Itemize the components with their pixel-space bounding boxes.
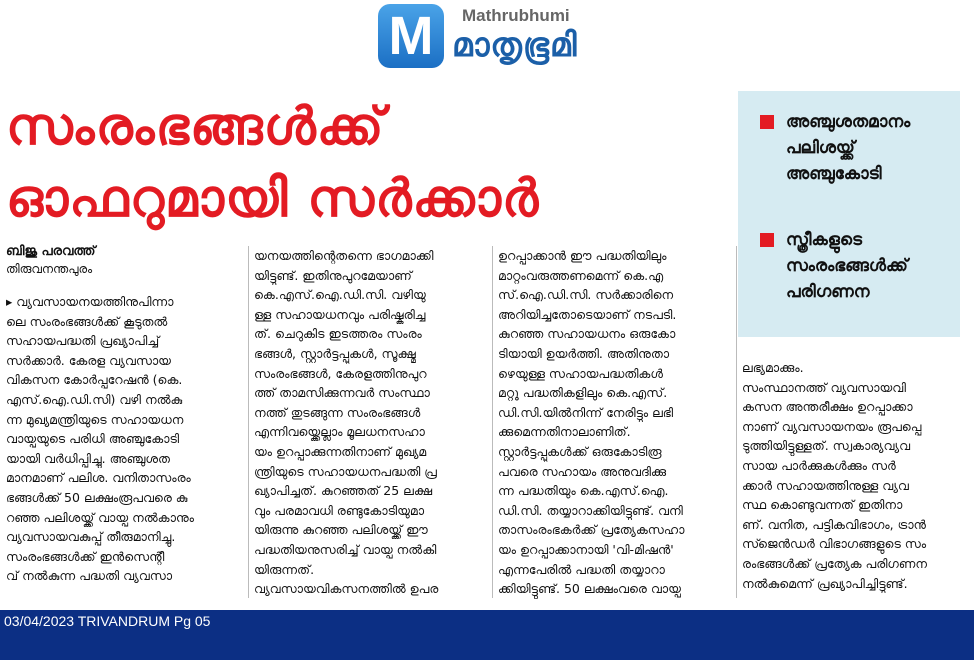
highlight-line: അഞ്ചുശതമാനം <box>786 112 911 132</box>
article-column-1 <box>6 292 242 586</box>
page-footer <box>0 610 974 660</box>
article-text-line: ▸ വ്യവസായനയത്തിനുപിന്നാ <box>6 294 174 309</box>
article-text-line: നത്ത് തുടങ്ങുന്ന സംരംഭങ്ങൾ <box>254 404 421 420</box>
column-divider <box>248 246 249 598</box>
article-text-line: ഡി.സി. തയ്യാറാക്കിയിട്ടുണ്ട്. വനി <box>498 502 683 518</box>
article-text-line: ന്ന മുഖ്യമന്ത്രിയുടെ സഹായധന <box>6 411 184 427</box>
article-text-line: സ്ഥ കൊണ്ടുവന്നത് ഇതിനാ <box>742 497 903 513</box>
article-text-line: ടുത്തിയിട്ടുള്ളത്. സ്വകാര്യവ്യവ <box>742 438 911 454</box>
article-text-line: സംരംഭങ്ങൾ, കേരളത്തിനുപുറ <box>254 365 427 381</box>
headline-line-1: സംരംഭങ്ങൾക്ക് <box>6 97 385 157</box>
article-text-line: കുറഞ്ഞ സഹായധനം ഒരുകോ <box>498 326 676 342</box>
dateline-place: തിരുവനന്തപുരം <box>6 262 93 276</box>
brand-name-malayalam: മാതൃഭൂമി <box>452 25 578 64</box>
article-text-line: നൽകുമെന്ന് പ്രഖ്യാപിച്ചിട്ടുണ്ട്. <box>742 575 908 591</box>
article-text-line: ക്കാർ സഹായത്തിനുള്ള വ്യവ <box>742 477 909 493</box>
article-text-line: വായ്പയുടെ പരിധി അഞ്ചുകോടി <box>6 431 180 447</box>
highlight-item <box>760 109 956 187</box>
article-text-line: രംഭങ്ങൾക്ക് പ്രത്യേക പരിഗണന <box>742 555 927 571</box>
masthead <box>0 0 974 82</box>
article-text-line: മറ്റു പദ്ധതികളിലും കെ.എസ്. <box>498 385 668 401</box>
article-text-line: ള്ള സഹായധനവും പരിഷ്കരിച്ച <box>254 306 426 322</box>
article-text-line: ഉറപ്പാക്കാൻ ഈ പദ്ധതിയിലും <box>498 248 667 263</box>
article-text-line: എന്നപേരിൽ പദ്ധതി തയ്യാറാ <box>498 561 665 577</box>
article-text-line: ഭങ്ങൾ, സ്റ്റാർട്ടപ്പുകൾ, സൂക്ഷ്മ <box>254 345 416 361</box>
article-text-line: വികസന കോർപ്പറേഷൻ (കെ. <box>6 372 183 388</box>
article-text-line: നാണ് വ്യവസായനയം രൂപപ്പെ <box>742 418 922 434</box>
article-text-line: പവരെ സഹായം അനുവദിക്കു <box>498 463 667 479</box>
article-text-line: യം ഉറപ്പാക്കുന്നതിനാണ് മുഖ്യമ <box>254 443 427 459</box>
article-text-line: യം ഉറപ്പാക്കാനായി 'വി-മിഷൻ' <box>498 541 674 557</box>
article-text-line: മാറ്റംവരുത്തണമെന്ന് കെ.എ <box>498 267 664 283</box>
article-text-line: സായ പാർക്കുകൾക്കും സർ <box>742 457 896 473</box>
article-text-line: കസന അന്തരീക്ഷം ഉറപ്പാക്കാ <box>742 399 913 415</box>
article-text-line: ന്ന പദ്ധതിയും കെ.എസ്.ഐ. <box>498 483 669 499</box>
article-column-3 <box>498 246 732 599</box>
article-text-line: റഞ്ഞ പലിശയ്ക്ക് വായ്പ നൽകാനും <box>6 509 194 525</box>
article-column-2 <box>254 246 488 599</box>
article-text-line: മാനമാണ് പലിശ. വനിതാസംരം <box>6 470 191 486</box>
article-text-line: ടിയായി ഉയർത്തി. അതിനുതാ <box>498 345 670 361</box>
article-text-line: സ്റ്റാർട്ടപ്പുകൾക്ക് ഒരുകോടിരൂ <box>498 443 662 459</box>
article-text-line: എസ്.ഐ.ഡി.സി) വഴി നൽകു <box>6 391 183 407</box>
highlight-line: അഞ്ചുകോടി <box>786 164 882 184</box>
article-text-line: ണ്. വനിത, പട്ടികവിഭാഗം, ട്രാൻ <box>742 516 926 532</box>
article-column-4 <box>742 358 968 593</box>
column-divider <box>736 246 737 598</box>
article-text-line: വ് നൽകുന്ന പദ്ധതി വ്യവസാ <box>6 568 173 584</box>
highlight-line: പലിശയ്ക്ക് <box>786 138 855 158</box>
article-text-line: വ്യവസായവകുപ്പ് തീരുമാനിച്ചു. <box>6 529 176 545</box>
highlight-line: സ്ത്രീകളുടെ <box>786 230 862 250</box>
article-text-line: പദ്ധതിയനുസരിച്ച് വായ്പ നൽകി <box>254 541 437 557</box>
article-text-line: സർക്കാർ. കേരള വ്യവസായ <box>6 352 171 368</box>
article-text-line: യിരുന്നു കുറഞ്ഞ പലിശയ്ക്ക് ഈ <box>254 522 428 538</box>
article-text-line: ഡി.സി.യിൽനിന്ന് നേരിട്ടും ലഭി <box>498 404 674 420</box>
article-text-line: യനയത്തിന്റെതന്നെ ഭാഗമാക്കി <box>254 248 434 263</box>
brand-name-english: Mathrubhumi <box>462 6 570 25</box>
article-text-line: ന്ത്രിയുടെ സഹായധനപദ്ധതി പ്ര <box>254 463 437 479</box>
article-text-line: അറിയിച്ചതോടെയാണ് നടപടി. <box>498 306 677 322</box>
article-text-line: സംസ്ഥാനത്ത് വ്യവസായവി <box>742 379 906 395</box>
article-text-line: യിരുന്നത്. <box>254 561 315 577</box>
article-text-line: ഖ്യാപിച്ചത്. കുറഞ്ഞത് 25 ലക്ഷ <box>254 483 433 499</box>
article-text-line: താസംരംഭകർക്ക് പ്രത്യേകസഹാ <box>498 522 685 538</box>
article-text-line: ഭങ്ങൾക്ക് 50 ലക്ഷംരൂപവരെ കു <box>6 489 188 505</box>
article-text-line: ക്കുമെന്നതിനാലാണിത്. <box>498 424 631 440</box>
highlights-sidebar <box>738 91 960 337</box>
headline-line-2: ഓഫറുമായി സർക്കാർ <box>6 169 540 229</box>
article-text-line: ക്കിയിട്ടുണ്ട്. 50 ലക്ഷംവരെ വായ്പ <box>498 581 681 597</box>
article-text-line: ലഭ്യമാക്കും. <box>742 360 804 375</box>
red-square-bullet-icon <box>760 233 774 247</box>
article-text-line: ത്. ചെറുകിട ഇടത്തരം സംരം <box>254 326 422 342</box>
article-text-line: വ്യവസായവികസനത്തിൽ ഉപര <box>254 581 439 597</box>
edition-date-page: 03/04/2023 TRIVANDRUM Pg 05 <box>4 613 211 629</box>
article-text-line: ലെ സംരംഭങ്ങൾക്ക് കൂടുതൽ <box>6 313 168 329</box>
article-text-line: യിട്ടുണ്ട്. ഇതിനുപുറമേയാണ് <box>254 267 412 283</box>
article-text-line: സ്.ഐ.ഡി.സി. സർക്കാരിനെ <box>498 287 674 303</box>
article-text-line: വും പരമാവധി രണ്ടുകോടിയുമാ <box>254 502 425 518</box>
article-text-line: സ്ജെൻഡർ വിഭാഗങ്ങളുടെ സം <box>742 536 927 552</box>
article-text-line: എന്നിവയ്ക്കെല്ലാം മൂലധനസഹാ <box>254 424 425 440</box>
mathrubhumi-logo: M <box>378 4 444 68</box>
article-text-line: സംരംഭങ്ങൾക്ക് ഇൻസെന്റീ <box>6 548 165 564</box>
highlight-line: പരിഗണന <box>786 282 870 302</box>
column-divider <box>492 246 493 598</box>
highlight-line: സംരംഭങ്ങൾക്ക് <box>786 256 908 276</box>
author-byline: ബിജു പരവത്ത് <box>6 244 96 259</box>
article-text-line: ഴെയുള്ള സഹായപദ്ധതികൾ <box>498 365 663 381</box>
red-square-bullet-icon <box>760 115 774 129</box>
article-text-line: കെ.എസ്.ഐ.ഡി.സി. വഴിയു <box>254 287 426 303</box>
article-text-line: യായി വർധിപ്പിച്ചു. അഞ്ചുശത <box>6 450 170 466</box>
article-text-line: ത്ത് താമസിക്കുന്നവർ സംസ്ഥാ <box>254 385 430 401</box>
highlight-item <box>760 227 956 305</box>
article-text-line: സഹായപദ്ധതി പ്രഖ്യാപിച്ച് <box>6 333 160 349</box>
